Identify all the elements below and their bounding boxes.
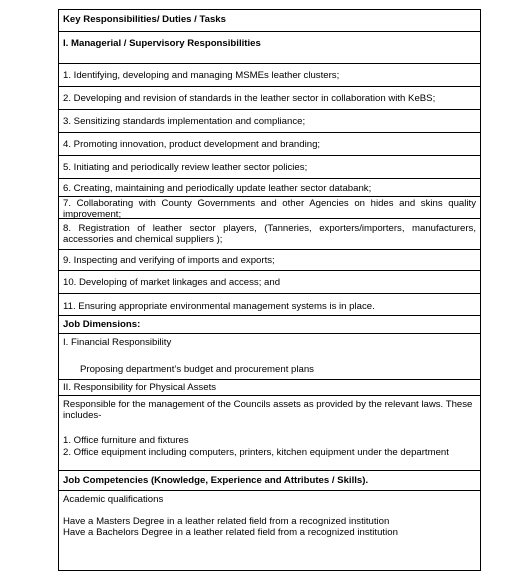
responsibilities-table xyxy=(58,9,481,571)
task-item: 8. Registration of leather sector players, (Tanneries, exporters/importers, manufacturers, accessories and chemical suppliers ); xyxy=(63,223,476,245)
physical-assets-row xyxy=(59,380,480,396)
academic-row xyxy=(59,491,480,572)
table-row xyxy=(59,156,480,179)
competencies-row xyxy=(59,471,480,491)
table-row xyxy=(59,271,480,294)
task-item: 1. Identifying, developing and managing MSMEs leather clusters; xyxy=(63,70,340,81)
task-item: 9. Inspecting and verifying of imports and exports; xyxy=(63,255,275,266)
table-row xyxy=(59,219,480,250)
academic-heading: Academic qualifications xyxy=(63,494,164,505)
task-item: 6. Creating, maintaining and periodically update leather sector databank; xyxy=(63,183,372,194)
academic-list-item: Have a Bachelors Degree in a leather related field from a recognized institution xyxy=(63,527,398,538)
physical-assets-heading: II. Responsibility for Physical Assets xyxy=(63,382,217,393)
financial-responsibility-heading: I. Financial Responsibility xyxy=(63,337,172,348)
table-header: Key Responsibilities/ Duties / Tasks xyxy=(63,14,226,25)
job-dimensions-row xyxy=(59,316,480,334)
task-item: 4. Promoting innovation, product development and branding; xyxy=(63,139,321,150)
task-item: 7. Collaborating with County Governments and other Agencies on hides and skins quality improvement; xyxy=(63,198,476,220)
table-row xyxy=(59,197,480,219)
financial-responsibility-row xyxy=(59,334,480,380)
task-item: 2. Developing and revision of standards in the leather sector in collaboration with KeBS; xyxy=(63,93,436,104)
assets-intro: Responsible for the management of the Councils assets as provided by the relevant laws. These includes- xyxy=(63,399,473,421)
academic-list-item: Have a Masters Degree in a leather related field from a recognized institution xyxy=(63,516,390,527)
job-dimensions-title: Job Dimensions: xyxy=(63,319,141,330)
section-managerial-row xyxy=(59,32,480,64)
task-item: 3. Sensitizing standards implementation and compliance; xyxy=(63,116,306,127)
task-item: 11. Ensuring appropriate environmental management systems is in place. xyxy=(63,301,375,312)
table-header-row xyxy=(59,10,480,32)
table-row xyxy=(59,133,480,156)
competencies-title: Job Competencies (Knowledge, Experience and Attributes / Skills). xyxy=(63,475,369,486)
financial-responsibility-text: Proposing department’s budget and procurement plans xyxy=(80,364,314,375)
task-item: 5. Initiating and periodically review leather sector policies; xyxy=(63,162,308,173)
table-row xyxy=(59,87,480,110)
table-row xyxy=(59,110,480,133)
assets-list-item: 1. Office furniture and fixtures xyxy=(63,435,189,446)
assets-list-item: 2. Office equipment including computers, printers, kitchen equipment under the department xyxy=(63,447,449,458)
table-row xyxy=(59,294,480,316)
section-managerial-title: I. Managerial / Supervisory Responsibilities xyxy=(63,38,261,49)
task-item: 10. Developing of market linkages and access; and xyxy=(63,277,281,288)
table-row xyxy=(59,179,480,197)
assets-description-row xyxy=(59,396,480,471)
table-row xyxy=(59,250,480,271)
table-row xyxy=(59,64,480,87)
